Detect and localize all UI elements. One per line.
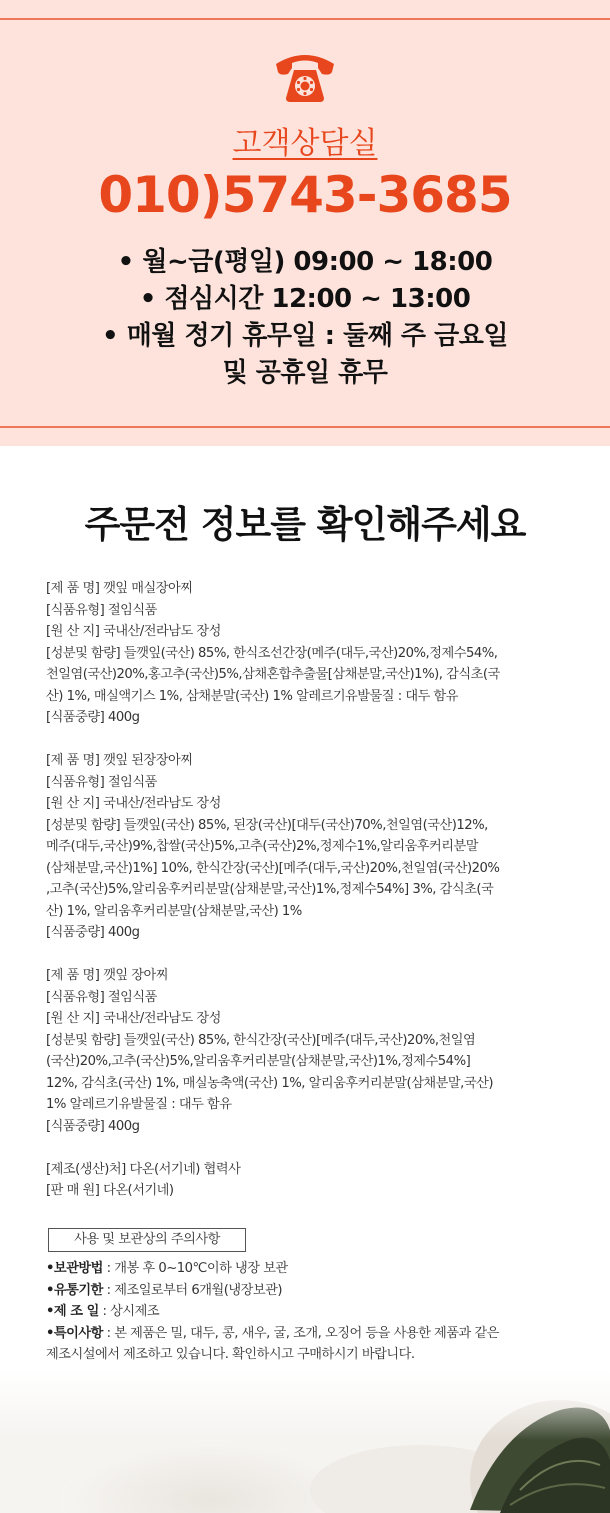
usage-label: •제 조 일 — [46, 1304, 99, 1319]
info-line: [제 품 명] 깻잎 매실장아찌 — [46, 581, 193, 596]
info-line: 산) 1%, 알리움후커리분말(삼채분말,국산) 1% — [46, 903, 302, 919]
product-block — [46, 965, 576, 1137]
product-block — [46, 750, 576, 944]
info-line: [제 품 명] 깻잎 장아찌 — [46, 968, 168, 983]
info-line: [원 산 지] 국내산/전라남도 장성 — [46, 624, 221, 639]
info-line: [원 산 지] 국내산/전라남도 장성 — [46, 796, 221, 811]
hours-holiday-cont: 및 공휴일 휴무 — [222, 358, 388, 388]
info-line: 메주(대두,국산)9%,찹쌀(국산)5%,고추(국산)2%,정제수1%,알리움후커리분말 — [46, 839, 478, 854]
hours-weekday: • 월~금(평일) 09:00 ~ 18:00 — [117, 247, 493, 277]
usage-line: 제조시설에서 제조하고 있습니다. 확인하시고 구매하시기 바랍니다. — [46, 1347, 415, 1362]
order-check-title: 주문전 정보를 확인해주세요 — [84, 503, 526, 546]
usage-label: •보관방법 — [46, 1261, 103, 1276]
usage-line — [46, 1301, 576, 1323]
info-line: (삼채분말,국산)1%] 10%, 한식간장(국산)[메주(대두,국산)20%,천일염(국산)20% — [46, 860, 500, 876]
info-line: [식품유형] 절임식품 — [46, 602, 157, 618]
notice-title: 사용 및 보관상의 주의사항 — [48, 1228, 246, 1252]
info-line: 산) 1%, 매실액기스 1%, 삼채분말(국산) 1% 알레르기유발물질 : 대두 함유 — [46, 688, 458, 704]
info-line: [식품중량] 400g — [46, 710, 140, 725]
info-line: [성분및 함량] 들깻잎(국산) 85%, 된장(국산)[대두(국산)70%,천일염(국산)12%, — [46, 817, 488, 833]
info-line: [성분및 함량] 들깻잎(국산) 85%, 한식간장(국산)[메주(대두,국산)20%,천일염 — [46, 1032, 476, 1048]
phone-number[interactable]: 010)5743-3685 — [98, 166, 512, 224]
usage-text: : 제조일로부터 6개월(냉장보관) — [102, 1282, 282, 1298]
customer-center-title: 고객상담실 — [232, 126, 378, 161]
product-info — [46, 578, 576, 1202]
info-line: [식품중량] 400g — [46, 925, 140, 940]
bottom-divider — [0, 426, 610, 428]
telephone-icon — [272, 46, 338, 104]
info-line: [식품유형] 절임식품 — [46, 774, 157, 790]
maker-line: [제조(생산)처] 다온(서기네) 협력사 — [46, 1161, 241, 1177]
hours-lunch: • 점심시간 12:00 ~ 13:00 — [139, 284, 471, 314]
food-photo-decoration — [0, 1370, 610, 1513]
info-line: [제 품 명] 깻잎 된장장아찌 — [46, 753, 193, 768]
business-hours — [0, 244, 610, 392]
maker-block — [46, 1159, 576, 1202]
info-line: [식품유형] 절임식품 — [46, 989, 157, 1005]
hours-holiday: • 매월 정기 휴무일 : 둘째 주 금요일 — [102, 321, 508, 351]
usage-text: : 개봉 후 0~10℃이하 냉장 보관 — [102, 1261, 288, 1276]
usage-text: : 상시제조 — [98, 1304, 160, 1319]
info-line: ,고추(국산)5%,알리움후커리분말(삼채분말,국산)1%,정제수54%] 3%, 감식초(국 — [46, 882, 494, 897]
top-divider — [0, 18, 610, 20]
info-line: [식품중량] 400g — [46, 1118, 140, 1134]
usage-line — [46, 1323, 576, 1345]
seller-line: [판 매 원] 다온(서기네) — [46, 1183, 174, 1198]
usage-label: •특이사항 — [46, 1325, 103, 1341]
info-line: 1% 알레르기유발물질 : 대두 함유 — [46, 1097, 232, 1112]
info-line: [원 산 지] 국내산/전라남도 장성 — [46, 1011, 221, 1026]
info-line: [성분및 함량] 들깻잎(국산) 85%, 한식조선간장(메주(대두,국산)20%,정제수54%, — [46, 645, 498, 661]
info-line: 천일염(국산)20%,홍고추(국산)5%,삼채혼합추출물[삼채분말,국산)1%), 감식초(국 — [46, 667, 500, 682]
info-line: (국산)20%,고추(국산)5%,알리움후커리분말(삼채분말,국산)1%,정제수54%] — [46, 1054, 471, 1069]
product-block — [46, 578, 576, 729]
usage-notes — [46, 1258, 576, 1366]
usage-line — [46, 1258, 576, 1280]
info-line: 12%, 감식초(국산) 1%, 매실농축액(국산) 1%, 알리움후커리분말(삼채분말,국산) — [46, 1075, 493, 1091]
usage-text: : 본 제품은 밀, 대두, 콩, 새우, 굴, 조개, 오징어 등을 사용한 제품과 같은 — [102, 1325, 499, 1341]
usage-line — [46, 1280, 576, 1302]
usage-label: •유통기한 — [46, 1282, 103, 1298]
